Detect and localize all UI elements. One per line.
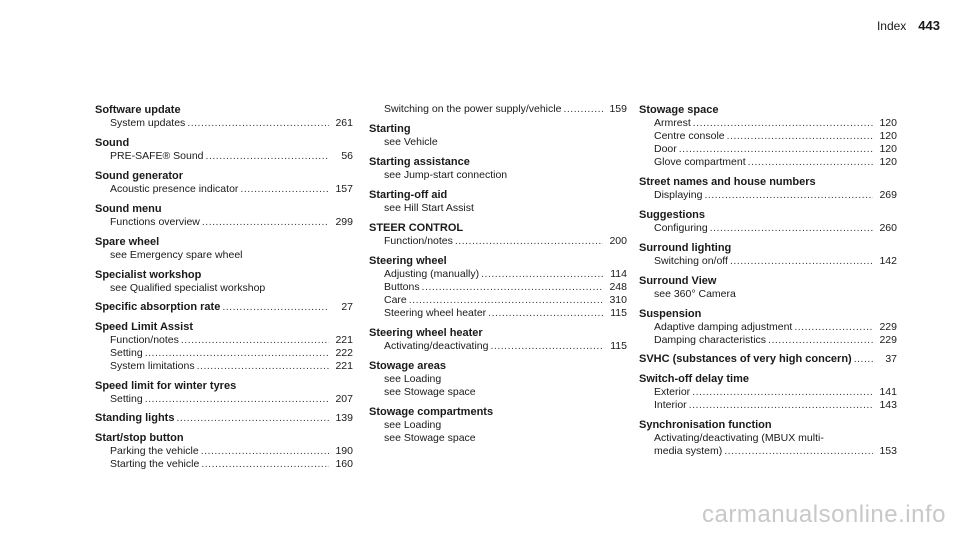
page-reference[interactable]: 153 xyxy=(879,445,897,457)
index-subentry[interactable]: see Loading xyxy=(384,373,442,385)
dot-leader xyxy=(693,117,873,130)
index-entry xyxy=(639,241,897,268)
index-subentry[interactable] xyxy=(639,445,897,458)
dot-leader xyxy=(481,268,603,281)
index-subentry[interactable]: see Hill Start Assist xyxy=(384,202,474,214)
subentry-text: System updates xyxy=(110,117,186,129)
subentry-text: Acoustic presence indicator xyxy=(110,183,239,195)
index-heading: Synchronisation function xyxy=(639,419,772,431)
index-subentry[interactable]: see Loading xyxy=(384,419,442,431)
page-reference[interactable]: 120 xyxy=(879,130,897,142)
index-heading: Starting-off aid xyxy=(369,189,448,201)
page-reference[interactable]: 222 xyxy=(335,347,353,359)
dot-leader xyxy=(490,340,603,353)
dot-leader xyxy=(724,445,873,458)
dot-leader xyxy=(455,235,603,248)
index-heading: Software update xyxy=(95,104,181,116)
subentry-text: Care xyxy=(384,294,407,306)
page-reference[interactable]: 114 xyxy=(610,268,627,280)
dot-leader xyxy=(704,189,873,202)
index-heading: Steering wheel heater xyxy=(369,327,483,339)
dot-leader xyxy=(488,307,603,320)
page-reference[interactable]: 115 xyxy=(610,340,627,352)
dot-leader xyxy=(748,156,873,169)
index-entry xyxy=(95,431,353,471)
index-entry xyxy=(95,235,353,262)
index-subentry[interactable]: see Qualified specialist workshop xyxy=(110,282,266,294)
dot-leader xyxy=(222,301,329,314)
index-subentry[interactable] xyxy=(95,360,353,373)
dot-leader xyxy=(422,281,603,294)
index-entry xyxy=(639,372,897,412)
index-subentry[interactable] xyxy=(95,183,353,196)
index-heading: Spare wheel xyxy=(95,236,160,248)
page-reference[interactable]: 260 xyxy=(879,222,897,234)
index-heading: Suggestions xyxy=(639,209,706,221)
subentry-text: Displaying xyxy=(654,189,703,201)
index-entry xyxy=(95,103,353,130)
index-heading: Surround View xyxy=(639,275,717,287)
index-entry xyxy=(639,353,897,366)
index-heading: Street names and house numbers xyxy=(639,176,816,188)
dot-leader xyxy=(201,458,329,471)
index-heading-row[interactable] xyxy=(95,301,353,314)
page-reference[interactable]: 207 xyxy=(335,393,353,405)
index-subentry[interactable] xyxy=(95,117,353,130)
subentry-text: Interior xyxy=(654,399,687,411)
index-subentry[interactable]: see Jump-start connection xyxy=(384,169,508,181)
index-heading: Standing lights xyxy=(95,412,175,424)
index-entry xyxy=(369,103,627,116)
page-reference[interactable]: 221 xyxy=(335,334,353,346)
dot-leader xyxy=(409,294,603,307)
index-heading: Starting assistance xyxy=(369,156,470,168)
dot-leader xyxy=(206,150,329,163)
index-subentry[interactable]: Activating/deactivating (MBUX multi- xyxy=(654,432,824,444)
index-subentry[interactable] xyxy=(95,150,353,163)
index-subentry[interactable] xyxy=(639,130,897,143)
subentry-text: Starting the vehicle xyxy=(110,458,200,470)
subentry-text: Switching on/off xyxy=(654,255,728,267)
subentry-text: Function/notes xyxy=(110,334,179,346)
subentry-text: Exterior xyxy=(654,386,691,398)
index-subentry[interactable] xyxy=(639,334,897,347)
index-entry xyxy=(369,254,627,320)
page-reference[interactable]: 141 xyxy=(879,386,897,398)
page-reference[interactable]: 310 xyxy=(609,294,627,306)
index-subentry[interactable] xyxy=(639,156,897,169)
page-reference[interactable]: 190 xyxy=(335,445,353,457)
dot-leader xyxy=(679,143,873,156)
dot-leader xyxy=(201,445,329,458)
subentry-text: Function/notes xyxy=(384,235,453,247)
index-entry xyxy=(95,412,353,425)
index-entry xyxy=(95,320,353,373)
index-entry xyxy=(95,202,353,229)
dot-leader xyxy=(768,334,873,347)
index-heading: Surround lighting xyxy=(639,242,732,254)
watermark: carmanualsonline.info xyxy=(702,501,946,528)
index-subentry[interactable] xyxy=(639,117,897,130)
index-heading: SVHC (substances of very high concern) xyxy=(639,353,852,365)
index-heading: Suspension xyxy=(639,308,702,320)
index-entry xyxy=(369,326,627,353)
index-heading: Sound menu xyxy=(95,203,162,215)
dot-leader xyxy=(692,386,873,399)
dot-leader xyxy=(145,347,329,360)
index-subentry[interactable] xyxy=(639,143,897,156)
page-reference[interactable]: 157 xyxy=(335,183,353,195)
index-entry xyxy=(369,188,627,215)
dot-leader xyxy=(197,360,329,373)
index-subentry[interactable] xyxy=(639,189,897,202)
index-entry xyxy=(639,175,897,202)
page-reference[interactable]: 221 xyxy=(335,360,353,372)
subentry-text: media system) xyxy=(654,445,723,457)
index-subentry[interactable] xyxy=(369,307,627,320)
subentry-text: System limitations xyxy=(110,360,195,372)
dot-leader xyxy=(181,334,329,347)
dot-leader xyxy=(176,412,329,425)
subentry-text: Door xyxy=(654,143,677,155)
index-subentry[interactable]: see Emergency spare wheel xyxy=(110,249,243,261)
subentry-text: Damping characteristics xyxy=(654,334,767,346)
page-reference[interactable]: 115 xyxy=(610,307,627,319)
subentry-text: Activating/deactivating xyxy=(384,340,489,352)
index-heading: Steering wheel xyxy=(369,255,447,267)
index-heading: STEER CONTROL xyxy=(369,222,464,234)
subentry-text: Adjusting (manually) xyxy=(384,268,480,280)
index-subentry[interactable] xyxy=(639,386,897,399)
index-heading: Speed Limit Assist xyxy=(95,321,194,333)
index-subentry[interactable] xyxy=(95,445,353,458)
dot-leader xyxy=(563,103,603,116)
page-reference[interactable]: 120 xyxy=(879,117,897,129)
page-reference[interactable]: 56 xyxy=(341,150,353,162)
index-entry xyxy=(95,301,353,314)
page-reference[interactable]: 160 xyxy=(335,458,353,470)
page-reference[interactable]: 142 xyxy=(879,255,897,267)
index-column-3 xyxy=(639,103,897,464)
page-header xyxy=(877,18,940,33)
index-subentry[interactable] xyxy=(95,216,353,229)
index-entry xyxy=(369,359,627,399)
index-entry xyxy=(639,274,897,301)
subentry-text: Centre console xyxy=(654,130,725,142)
dot-leader xyxy=(854,353,873,366)
subentry-text: Steering wheel heater xyxy=(384,307,487,319)
subentry-text: Setting xyxy=(110,347,143,359)
index-subentry[interactable] xyxy=(95,334,353,347)
page-reference[interactable]: 200 xyxy=(609,235,627,247)
index-heading: Stowage areas xyxy=(369,360,447,372)
page-reference[interactable]: 261 xyxy=(335,117,353,129)
index-subentry[interactable] xyxy=(639,255,897,268)
index-subentry[interactable] xyxy=(639,321,897,334)
index-entry xyxy=(369,405,627,445)
index-subentry[interactable]: see Stowage space xyxy=(384,432,476,444)
subentry-text: Setting xyxy=(110,393,143,405)
index-subentry[interactable]: see Stowage space xyxy=(384,386,476,398)
dot-leader xyxy=(727,130,873,143)
index-entry xyxy=(639,208,897,235)
index-entry xyxy=(95,136,353,163)
index-entry xyxy=(639,307,897,347)
index-heading: Speed limit for winter tyres xyxy=(95,380,237,392)
page-reference[interactable]: 299 xyxy=(335,216,353,228)
page-reference[interactable]: 269 xyxy=(879,189,897,201)
dot-leader xyxy=(710,222,873,235)
index-heading: Sound generator xyxy=(95,170,184,182)
dot-leader xyxy=(730,255,873,268)
subentry-text: Configuring xyxy=(654,222,708,234)
page-reference[interactable]: 120 xyxy=(879,156,897,168)
index-subentry[interactable]: see Vehicle xyxy=(384,136,438,148)
page-reference[interactable]: 143 xyxy=(879,399,897,411)
index-subentry[interactable] xyxy=(369,340,627,353)
index-column-2 xyxy=(369,103,627,451)
page-reference[interactable]: 248 xyxy=(609,281,627,293)
page-number: 443 xyxy=(918,18,940,33)
index-heading: Sound xyxy=(95,137,130,149)
index-heading: Switch-off delay time xyxy=(639,373,750,385)
index-column-1 xyxy=(95,103,353,477)
index-subentry[interactable] xyxy=(95,347,353,360)
dot-leader xyxy=(794,321,873,334)
subentry-text: Armrest xyxy=(654,117,691,129)
subentry-text: PRE-SAFE® Sound xyxy=(110,150,204,162)
subentry-text: Parking the vehicle xyxy=(110,445,199,457)
subentry-text: Functions overview xyxy=(110,216,200,228)
index-heading: Specialist workshop xyxy=(95,269,202,281)
page-reference[interactable]: 120 xyxy=(879,143,897,155)
index-subentry[interactable] xyxy=(95,458,353,471)
subentry-text: Switching on the power supply/vehicle xyxy=(384,103,562,115)
index-entry xyxy=(639,103,897,169)
page-reference[interactable]: 139 xyxy=(335,412,353,424)
index-subentry[interactable] xyxy=(369,268,627,281)
index-subentry[interactable] xyxy=(639,399,897,412)
dot-leader xyxy=(202,216,329,229)
index-subentry[interactable]: see 360° Camera xyxy=(654,288,736,300)
subentry-text: Glove compartment xyxy=(654,156,746,168)
index-subentry[interactable] xyxy=(369,281,627,294)
subentry-text: Buttons xyxy=(384,281,420,293)
index-heading: Stowage compartments xyxy=(369,406,494,418)
index-entry xyxy=(95,169,353,196)
page-reference[interactable]: 229 xyxy=(879,334,897,346)
index-subentry[interactable] xyxy=(639,222,897,235)
dot-leader xyxy=(689,399,873,412)
dot-leader xyxy=(145,393,329,406)
index-entry xyxy=(369,122,627,149)
page-reference[interactable]: 229 xyxy=(879,321,897,333)
index-heading: Stowage space xyxy=(639,104,719,116)
index-heading-row[interactable] xyxy=(639,353,897,366)
index-heading: Starting xyxy=(369,123,411,135)
page-reference[interactable]: 27 xyxy=(341,301,353,313)
index-subentry[interactable] xyxy=(369,103,627,116)
index-entry xyxy=(639,418,897,458)
index-heading-row[interactable] xyxy=(95,412,353,425)
index-heading: Specific absorption rate xyxy=(95,301,221,313)
index-subentry[interactable] xyxy=(369,294,627,307)
section-title: Index xyxy=(876,19,907,33)
index-entry xyxy=(369,221,627,248)
dot-leader xyxy=(187,117,329,130)
index-subentry[interactable] xyxy=(95,393,353,406)
index-entry xyxy=(95,379,353,406)
index-subentry[interactable] xyxy=(369,235,627,248)
page-reference[interactable]: 37 xyxy=(885,353,897,365)
subentry-text: Adaptive damping adjustment xyxy=(654,321,793,333)
index-entry xyxy=(369,155,627,182)
dot-leader xyxy=(240,183,329,196)
index-heading: Start/stop button xyxy=(95,432,184,444)
page-reference[interactable]: 159 xyxy=(609,103,627,115)
index-entry xyxy=(95,268,353,295)
